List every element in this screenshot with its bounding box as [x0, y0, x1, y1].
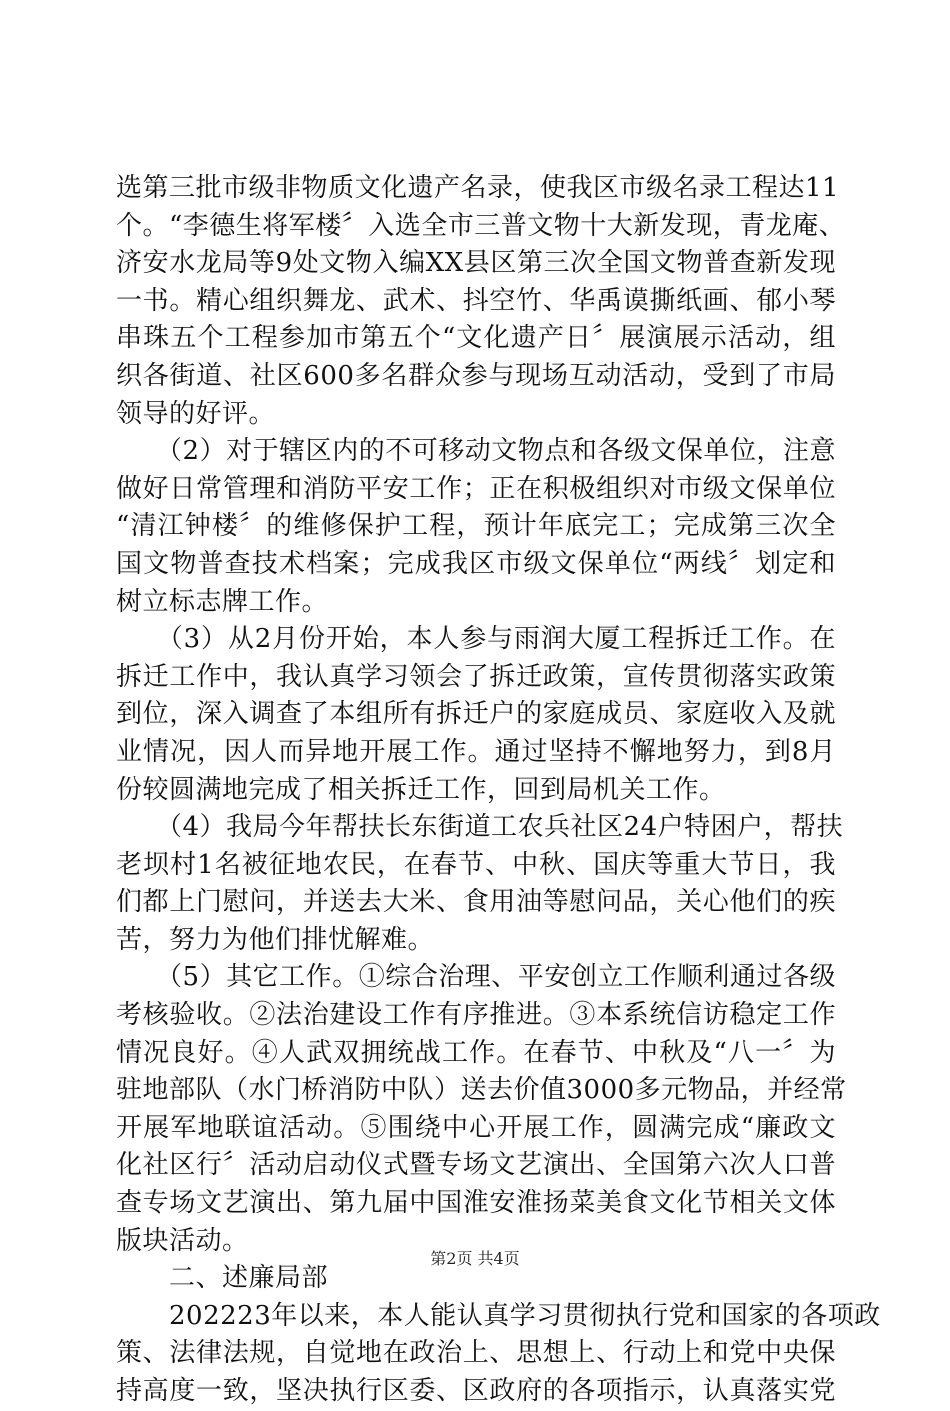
text-line: （5）其它工作。①综合治理、平安创立工作顺利通过各级: [116, 962, 836, 993]
text-line: 老坝村1名被征地农民，在春节、中秋、国庆等重大节日，我: [116, 849, 836, 880]
text-line: 们都上门慰问，并送去大米、食用油等慰问品，关心他们的疾: [116, 887, 836, 918]
text-line: 选第三批市级非物质文化遗产名录，使我区市级名录工程达11: [116, 173, 840, 203]
text-line: 领导的好评。: [116, 398, 276, 429]
text-line: 到位，深入调查了本组所有拆迁户的家庭成员、家庭收入及就: [116, 699, 836, 730]
text-line: 策、法律法规，自觉地在政治上、思想上、行动上和党中央保: [116, 1338, 836, 1369]
text-line: 二、述廉局部: [116, 1263, 329, 1294]
text-line: （3）从2月份开始，本人参与雨润大厦工程拆迁工作。在: [116, 624, 836, 655]
text-line: 化社区行〞活动启动仪式暨专场文艺演出、全国第六次人口普: [116, 1150, 836, 1181]
text-line: 串珠五个工程参加市第五个“文化遗产日〞展演展示活动，组: [116, 323, 836, 354]
text-line: 拆迁工作中，我认真学习领会了拆迁政策，宣传贯彻落实政策: [116, 661, 836, 692]
text-line: 做好日常管理和消防平安工作；正在积极组织对市级文保单位: [116, 473, 836, 504]
text-line: 济安水龙局等9处文物入编XX县区第三次全国文物普查新发现: [116, 248, 836, 279]
text-line: 考核验收。②法治建设工作有序推进。③本系统信访稳定工作: [116, 1000, 836, 1031]
text-line: 驻地部队（水门桥消防中队）送去价值3000多元物品，并经常: [116, 1075, 847, 1106]
text-line: 份较圆满地完成了相关拆迁工作，回到局机关工作。: [116, 774, 726, 805]
text-line: 树立标志牌工作。: [116, 586, 329, 617]
text-line: “清江钟楼〞的维修保护工程，预计年底完工；完成第三次全: [116, 511, 836, 542]
text-line: 202223年以来，本人能认真学习贯彻执行党和国家的各项政: [116, 1300, 881, 1331]
text-line: 苦，努力为他们排忧解难。: [116, 924, 435, 955]
page-footer: 第2页 共4页: [430, 1249, 520, 1268]
text-line: 查专场文艺演出、第九届中国淮安淮扬菜美食文化节相关文体: [116, 1188, 836, 1219]
text-line: 版块活动。: [116, 1225, 249, 1256]
text-line: 一书。精心组织舞龙、武术、抖空竹、华禹谟撕纸画、郁小琴: [116, 285, 836, 316]
text-line: 国文物普查技术档案；完成我区市级文保单位“两线〞划定和: [116, 548, 836, 579]
text-line: 业情况，因人而异地开展工作。通过坚持不懈地努力，到8月: [116, 736, 836, 767]
text-line: 持高度一致，坚决执行区委、区政府的各项指示，认真落实党: [116, 1376, 836, 1406]
text-line: （4）我局今年帮扶长东街道工农兵社区24户特困户，帮扶: [116, 812, 844, 843]
text-line: 开展军地联谊活动。⑤围绕中心开展工作，圆满完成“廉政文: [116, 1112, 836, 1143]
text-line: 个。“李德生将军楼〞入选全市三普文物十大新发现，青龙庵、: [116, 210, 846, 241]
document-body: [116, 170, 881, 1411]
text-line: 情况良好。④人武双拥统战工作。在春节、中秋及“八一〞为: [116, 1037, 836, 1068]
text-line: 织各街道、社区600多名群众参与现场互动活动，受到了市局: [116, 360, 836, 391]
text-line: （2）对于辖区内的不可移动文物点和各级文保单位，注意: [116, 436, 836, 467]
